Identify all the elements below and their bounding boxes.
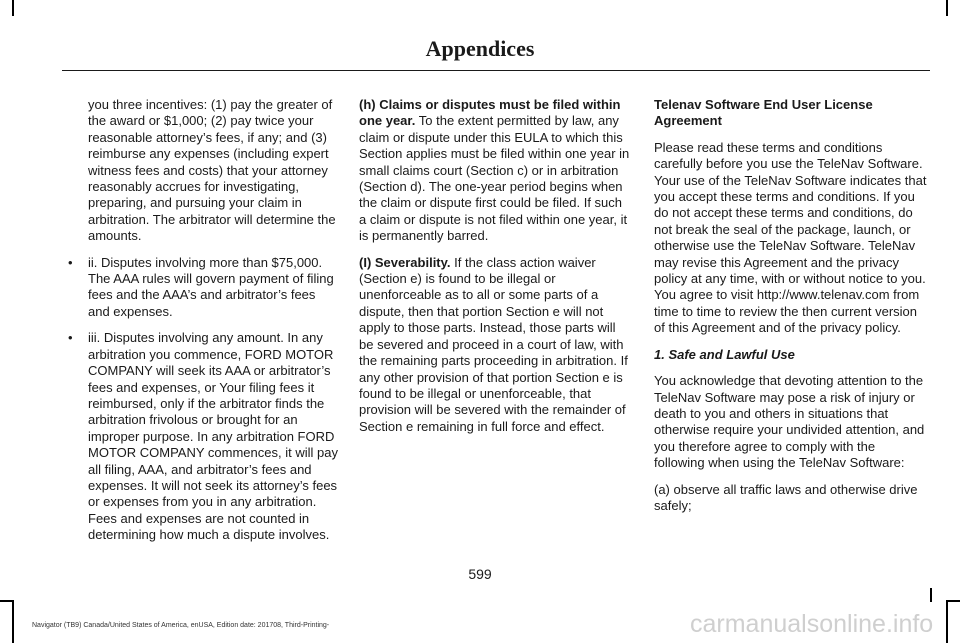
bullet-dot: • — [68, 330, 73, 346]
crop-mark-left-v — [12, 600, 14, 643]
crop-mark-left-h — [0, 600, 14, 602]
crop-mark-bottom-tick — [930, 588, 932, 602]
column-2 — [359, 97, 631, 445]
crop-mark-right-h — [946, 600, 960, 602]
bullet-item — [68, 330, 340, 543]
watermark: carmanualsonline.info — [690, 610, 934, 638]
section-h-heading: (h) Claims or disputes must be filed within one year. — [359, 97, 621, 129]
column-3 — [654, 97, 929, 524]
crop-mark-top-left-v — [12, 0, 14, 16]
crop-mark-right-v — [946, 600, 948, 643]
page-title: Appendices — [425, 36, 535, 61]
section-i-body: If the class action waiver (Section e) is found to be illegal or unenforceable as to all or some parts of a dispute, then that portion Section e will not apply to those parts. Instead, those parts will be severed and proceed in a court of law, with the remaining parts proceeding in arbitration. If any other provision of that portion Section e is found to be illegal or unenforceable, that provision will be severed with the remainder of Section e remaining in full force and effect. — [359, 254, 628, 434]
section-i — [359, 255, 631, 435]
eula-section-heading: 1. Safe and Lawful Use — [654, 346, 795, 362]
bullet-text: ii. Disputes involving more than $75,000. The AAA rules will govern payment of filing fees and the AAA’s and arbitrator’s fees and expenses. — [88, 254, 334, 319]
page-number: 599 — [468, 566, 492, 582]
eula-paragraph: You acknowledge that devoting attention to the TeleNav Software may pose a risk of injury or death to you and others in situations that otherwise require your undivided attention, and you therefore agree to comply with the following when using the TeleNav Software: — [654, 373, 925, 471]
section-i-heading: (I) Severability. — [359, 254, 451, 270]
bullet-item — [68, 254, 340, 321]
section-h — [359, 97, 631, 245]
column-1 — [68, 97, 340, 554]
eula-paragraph: (a) observe all traffic laws and otherwise drive safely; — [654, 481, 918, 513]
col1-paragraph: you three incentives: (1) pay the greater of the award or $1,000; (2) pay twice your reasonable attorney’s fees, if any; and (3) reimburse any expenses (including expert witness fees and costs) that your attorney reasonably accrues for investigating, preparing, and pursuing your claim in arbitration. The arbitrator will determine the amounts. — [88, 97, 336, 244]
section-h-body: To the extent permitted by law, any claim or dispute under this EULA to which this Section applies must be filed within one year in small claims court (Section c) or in arbitration (Section d). The one-year period begins when the claim or dispute first could be filed. If such a claim or dispute is not filed within one year, it is permanently barred. — [359, 113, 630, 244]
header-rule — [62, 70, 930, 71]
eula-title: Telenav Software End User License Agreement — [654, 97, 873, 129]
footer-edition: Navigator (TB9) Canada/United States of America, enUSA, Edition date: 201708, Third-Printing- — [32, 622, 330, 629]
eula-paragraph: Please read these terms and conditions carefully before you use the TeleNav Software. Your use of the TeleNav Software indicates that you accept these terms and conditions. If you do not accept these terms and conditions, do not break the seal of the package, launch, or otherwise use the TeleNav Software. TeleNav may revise this Agreement and the privacy policy at any time, with or without notice to you. You agree to visit http://www.telenav.com from time to time to review the then current version of this Agreement and of the privacy policy. — [654, 139, 927, 336]
bullet-dot: • — [68, 254, 73, 270]
crop-mark-top-right-v — [946, 0, 948, 16]
bullet-text: iii. Disputes involving any amount. In any arbitration you commence, FORD MOTOR COMPANY will seek its AAA or arbitrator’s fees and expenses, or Your filing fees it reimbursed, only if the arbitrator finds the arbitration frivolous or brought for an improper purpose. In any arbitration FORD MOTOR COMPANY commences, it will pay all filing, AAA, and arbitrator’s fees and expenses. It will not seek its attorney’s fees or expenses from you in any arbitration. Fees and expenses are not counted in determining how much a dispute involves. — [88, 330, 338, 543]
